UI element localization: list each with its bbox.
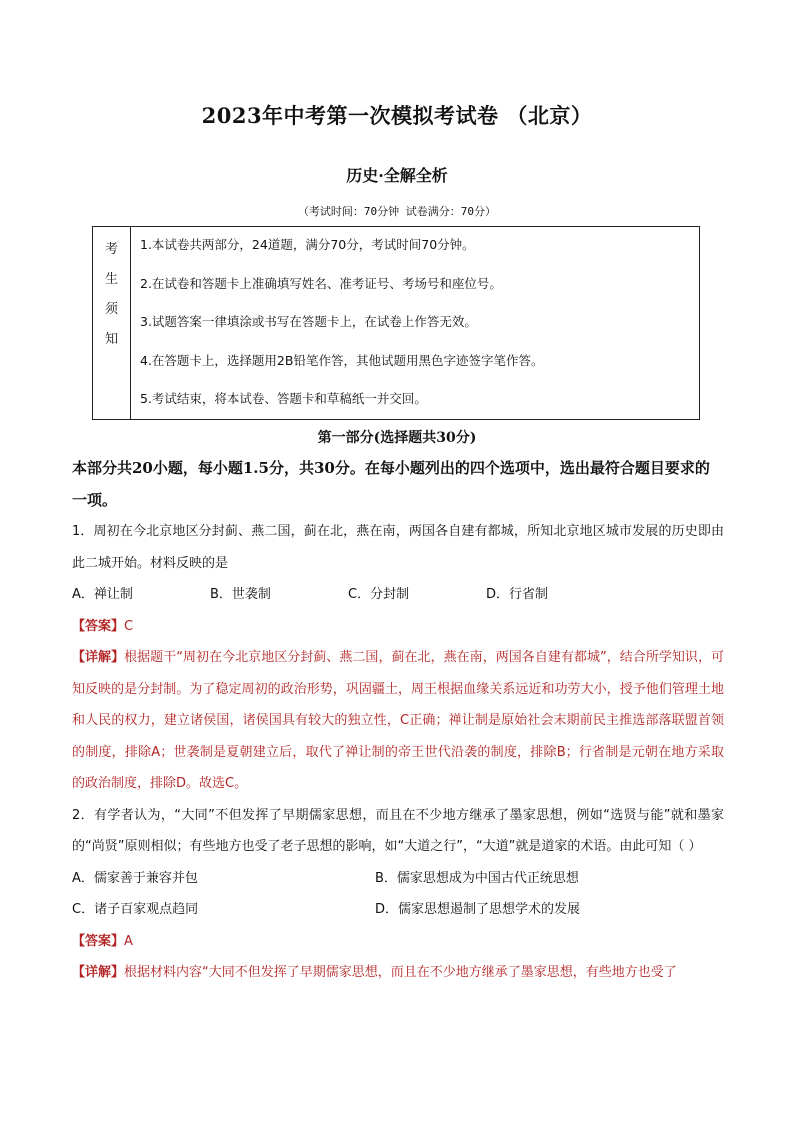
question-1-stem: 1．周初在今北京地区分封蓟、燕二国，蓟在北，燕在南，两国各自建有都城，所知北京地区城市发展的历史即由此二城开始。材料反映的是 xyxy=(72,524,724,571)
option-c: C．诸子百家观点趋同 xyxy=(72,902,199,917)
option-d: D．儒家思想遏制了思想学术的发展 xyxy=(375,902,581,917)
notice-label-char: 生 xyxy=(104,272,118,287)
question-1-explanation xyxy=(72,642,724,800)
notice-label-char: 须 xyxy=(104,302,118,317)
exam-info: （考试时间：70分钟 试卷满分：70分） xyxy=(297,205,497,218)
page-title: 2023年中考第一次模拟考试卷 （北京） xyxy=(201,103,593,128)
option-c: C．分封制 xyxy=(348,587,410,602)
section-intro: 本部分共20小题，每小题1.5分，共30分。在每小题列出的四个选项中，选出最符合题目要求的一项。 xyxy=(72,459,710,509)
option-b: B．世袭制 xyxy=(210,587,271,602)
page-subtitle: 历史·全解全析 xyxy=(346,166,448,185)
option-d: D．行省制 xyxy=(486,587,549,602)
notice-item: 4.在答题卡上，选择题用2B铅笔作答，其他试题用黑色字迹签字笔作答。 xyxy=(140,352,544,368)
notice-label xyxy=(93,227,131,419)
explain-tag: 【详解】 xyxy=(72,650,125,665)
option-a: A．儒家善于兼容并包 xyxy=(72,870,198,886)
notice-item: 1.本试卷共两部分，24道题，满分70分，考试时间70分钟。 xyxy=(140,237,475,252)
notice-item: 5.考试结束，将本试卷、答题卡和草稿纸一并交回。 xyxy=(140,391,427,406)
option-b: B．儒家思想成为中国古代正统思想 xyxy=(375,870,579,886)
questions-content xyxy=(72,452,724,989)
question-2-options-row-2 xyxy=(72,894,724,926)
question-1-answer xyxy=(72,611,724,643)
question-2-options-row-1 xyxy=(72,863,724,895)
notice-item: 3.试题答案一律填涂或书写在答题卡上，在试卷上作答无效。 xyxy=(140,314,477,329)
notice-item: 2.在试卷和答题卡上准确填写姓名、准考证号、考场号和座位号。 xyxy=(140,275,502,291)
explain-text: 根据材料内容“大同不但发挥了早期儒家思想，而且在不少地方继承了墨家思想，有些地方也受了 xyxy=(124,965,677,980)
answer-value: C xyxy=(124,618,134,634)
explain-tag: 【详解】 xyxy=(72,965,125,980)
question-2-explanation xyxy=(72,957,724,989)
question-2-stem: 2．有学者认为，“大同”不但发挥了早期儒家思想，而且在不少地方继承了墨家思想，例如“选贤与能”就和墨家的“尚贤”原则相似；有些地方也受了老子思想的影响，如“大道之行”，“大道”就是道家的术语。由此可知（ ） xyxy=(72,807,724,854)
notice-items xyxy=(131,227,699,419)
question-1-options xyxy=(72,579,724,611)
answer-value: A xyxy=(124,933,133,949)
section-title: 第一部分(选择题共30分) xyxy=(317,430,477,446)
answer-tag: 【答案】 xyxy=(72,618,125,634)
answer-tag: 【答案】 xyxy=(72,933,125,949)
notice-label-char: 知 xyxy=(104,332,118,347)
question-2-answer xyxy=(72,926,724,958)
explain-text: 根据题干“周初在今北京地区分封蓟、燕二国，蓟在北，燕在南，两国各自建有都城”，结合所学知识，可知反映的是分封制。为了稳定周初的政治形势，巩固疆土，周王根据血缘关系远近和功劳大小，授予他们管理土地和人民的权力，建立诸侯国，诸侯国具有较大的独立性，C正确；禅让制是原始社会末期前民主推选部落联盟首领的制度，排除A；世袭制是夏朝建立后，取代了禅让制的帝王世代沿袭的制度，排除B；行省制是元朝在地方采取的政治制度，排除D。故选C。 xyxy=(72,650,724,791)
option-a: A．禅让制 xyxy=(72,587,133,602)
notice-label-char: 考 xyxy=(104,242,118,257)
notice-box xyxy=(92,226,700,420)
